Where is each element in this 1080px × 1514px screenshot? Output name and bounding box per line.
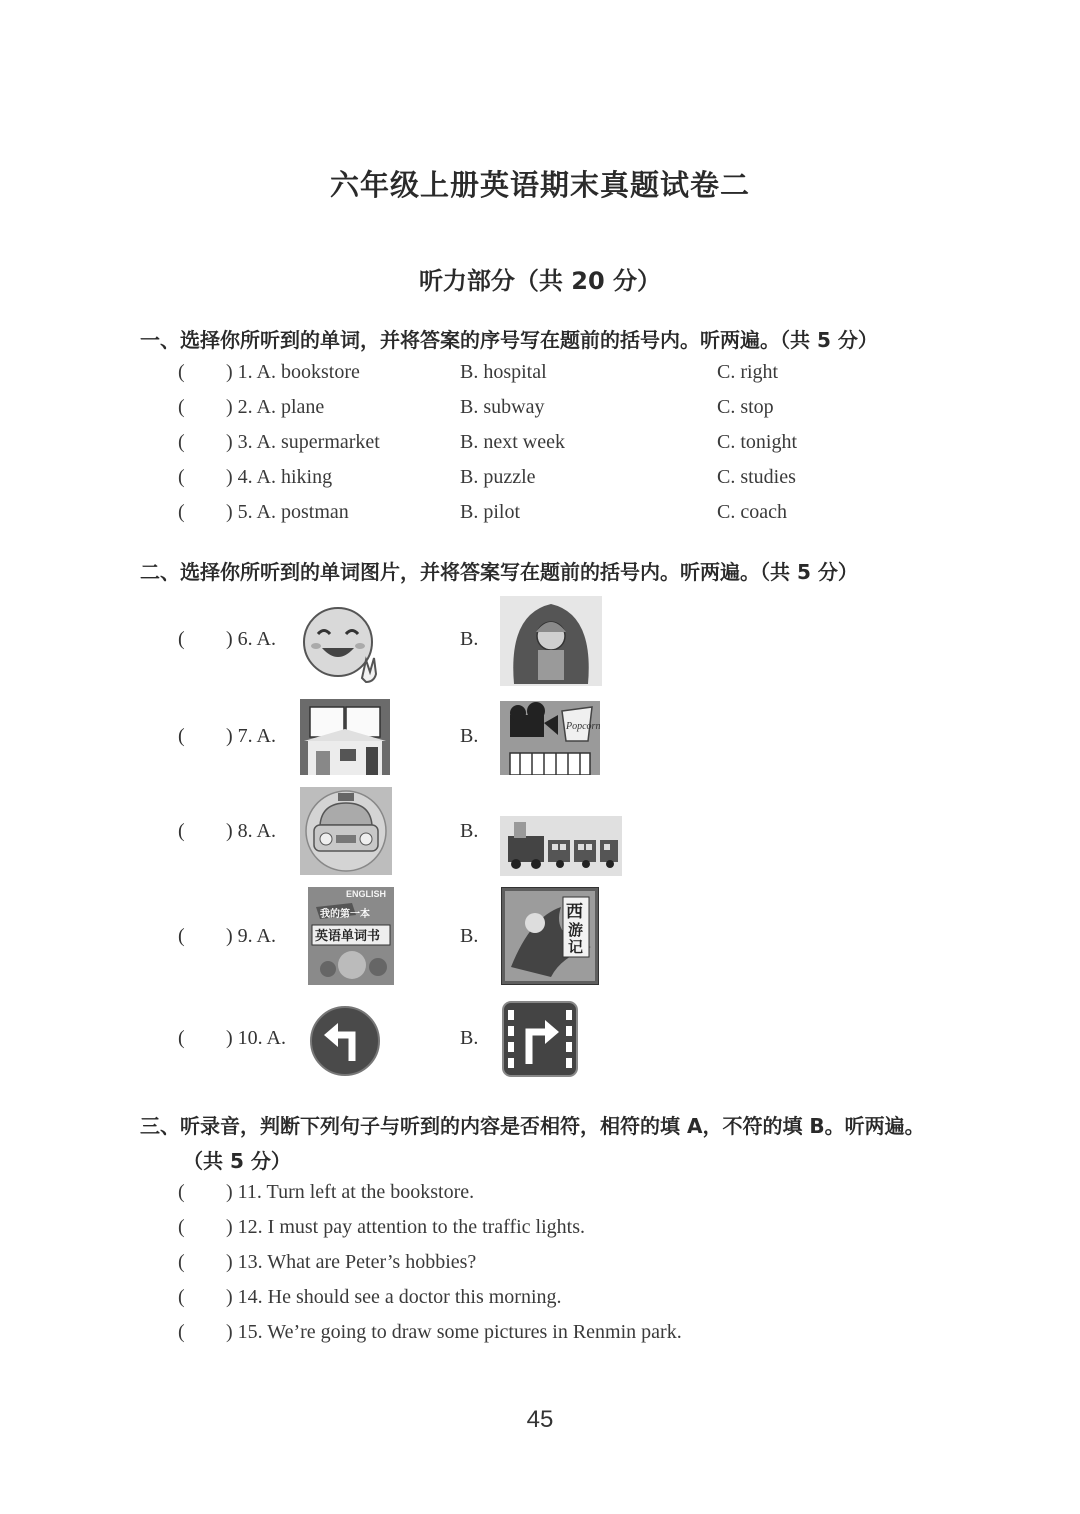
option-b: B. next week (460, 431, 565, 453)
option-a-label: ) 8. A. (226, 820, 276, 842)
answer-paren: ( (178, 1216, 185, 1238)
option-a: ) 5. A. postman (226, 501, 349, 523)
statement-text: ) 14. He should see a doctor this morning. (226, 1286, 562, 1308)
answer-paren: ( (178, 396, 185, 418)
answer-paren: ( (178, 1181, 185, 1203)
statement-text: ) 15. We’re going to draw some pictures in Renmin park. (226, 1321, 682, 1343)
book-title-line1: 我的第一本 (320, 909, 370, 920)
answer-paren: ( (178, 1027, 185, 1049)
option-b: B. subway (460, 396, 545, 418)
book-title-line2: 英语单词书 (315, 929, 381, 944)
option-c: C. stop (717, 396, 774, 418)
taxi-icon (300, 787, 392, 875)
turn-right-sign-icon (501, 1000, 579, 1078)
answer-paren: ( (178, 1321, 185, 1343)
option-a-label: ) 6. A. (226, 628, 276, 650)
library-icon (300, 699, 390, 775)
section2-heading: 二、选择你所听到的单词图片，并将答案写在题前的括号内。听两遍。（共 5 分） (140, 560, 858, 584)
statement-text: ) 13. What are Peter’s hobbies? (226, 1251, 477, 1273)
popcorn-text: Popcorn (566, 721, 600, 732)
answer-paren: ( (178, 361, 185, 383)
english-book-icon (308, 887, 394, 985)
option-a-label: ) 7. A. (226, 725, 276, 747)
train-icon (500, 816, 622, 876)
option-b-label: B. (460, 725, 479, 747)
journey-char-1: 西 (566, 902, 583, 922)
journey-char-3: 记 (568, 938, 584, 956)
statement-text: ) 11. Turn left at the bookstore. (226, 1181, 475, 1203)
option-a: ) 1. A. bookstore (226, 361, 360, 383)
statement-text: ) 12. I must pay attention to the traffic lights. (226, 1216, 586, 1238)
sad-child-icon (500, 596, 602, 686)
option-a: ) 3. A. supermarket (226, 431, 380, 453)
option-b-label: B. (460, 628, 479, 650)
option-b-label: B. (460, 925, 479, 947)
section1-heading: 一、选择你所听到的单词，并将答案的序号写在题前的括号内。听两遍。（共 5 分） (140, 328, 878, 352)
page-number: 45 (526, 1406, 554, 1433)
answer-paren: ( (178, 628, 185, 650)
answer-paren: ( (178, 820, 185, 842)
answer-paren: ( (178, 501, 185, 523)
option-b: B. hospital (460, 361, 547, 383)
section-subtitle: 听力部分（共 20 分） (418, 267, 662, 295)
answer-paren: ( (178, 1251, 185, 1273)
answer-paren: ( (178, 925, 185, 947)
answer-paren: ( (178, 431, 185, 453)
turn-left-sign-icon (308, 1003, 382, 1079)
option-b-label: B. (460, 1027, 479, 1049)
option-c: C. coach (717, 501, 787, 523)
option-b: B. puzzle (460, 466, 536, 488)
smiley-face-icon (300, 606, 390, 686)
option-a-label: ) 9. A. (226, 925, 276, 947)
option-a-label: ) 10. A. (226, 1027, 286, 1049)
option-b-label: B. (460, 820, 479, 842)
answer-paren: ( (178, 1286, 185, 1308)
journey-char-2: 游 (568, 921, 584, 939)
book-english-text: ENGLISH (346, 889, 387, 899)
option-b: B. pilot (460, 501, 521, 523)
section3-heading-line2: （共 5 分） (183, 1149, 291, 1173)
cinema-icon (500, 701, 600, 775)
option-c: C. tonight (717, 431, 798, 453)
option-c: C. right (717, 361, 779, 383)
option-a: ) 2. A. plane (226, 396, 325, 418)
option-c: C. studies (717, 466, 796, 488)
answer-paren: ( (178, 466, 185, 488)
section3-heading-line1: 三、听录音，判断下列句子与听到的内容是否相符，相符的填 A，不符的填 B。听两遍。 (140, 1114, 925, 1138)
page-title: 六年级上册英语期末真题试卷二 (329, 168, 750, 202)
option-a: ) 4. A. hiking (226, 466, 333, 488)
journey-to-west-book-icon (501, 887, 599, 985)
answer-paren: ( (178, 725, 185, 747)
